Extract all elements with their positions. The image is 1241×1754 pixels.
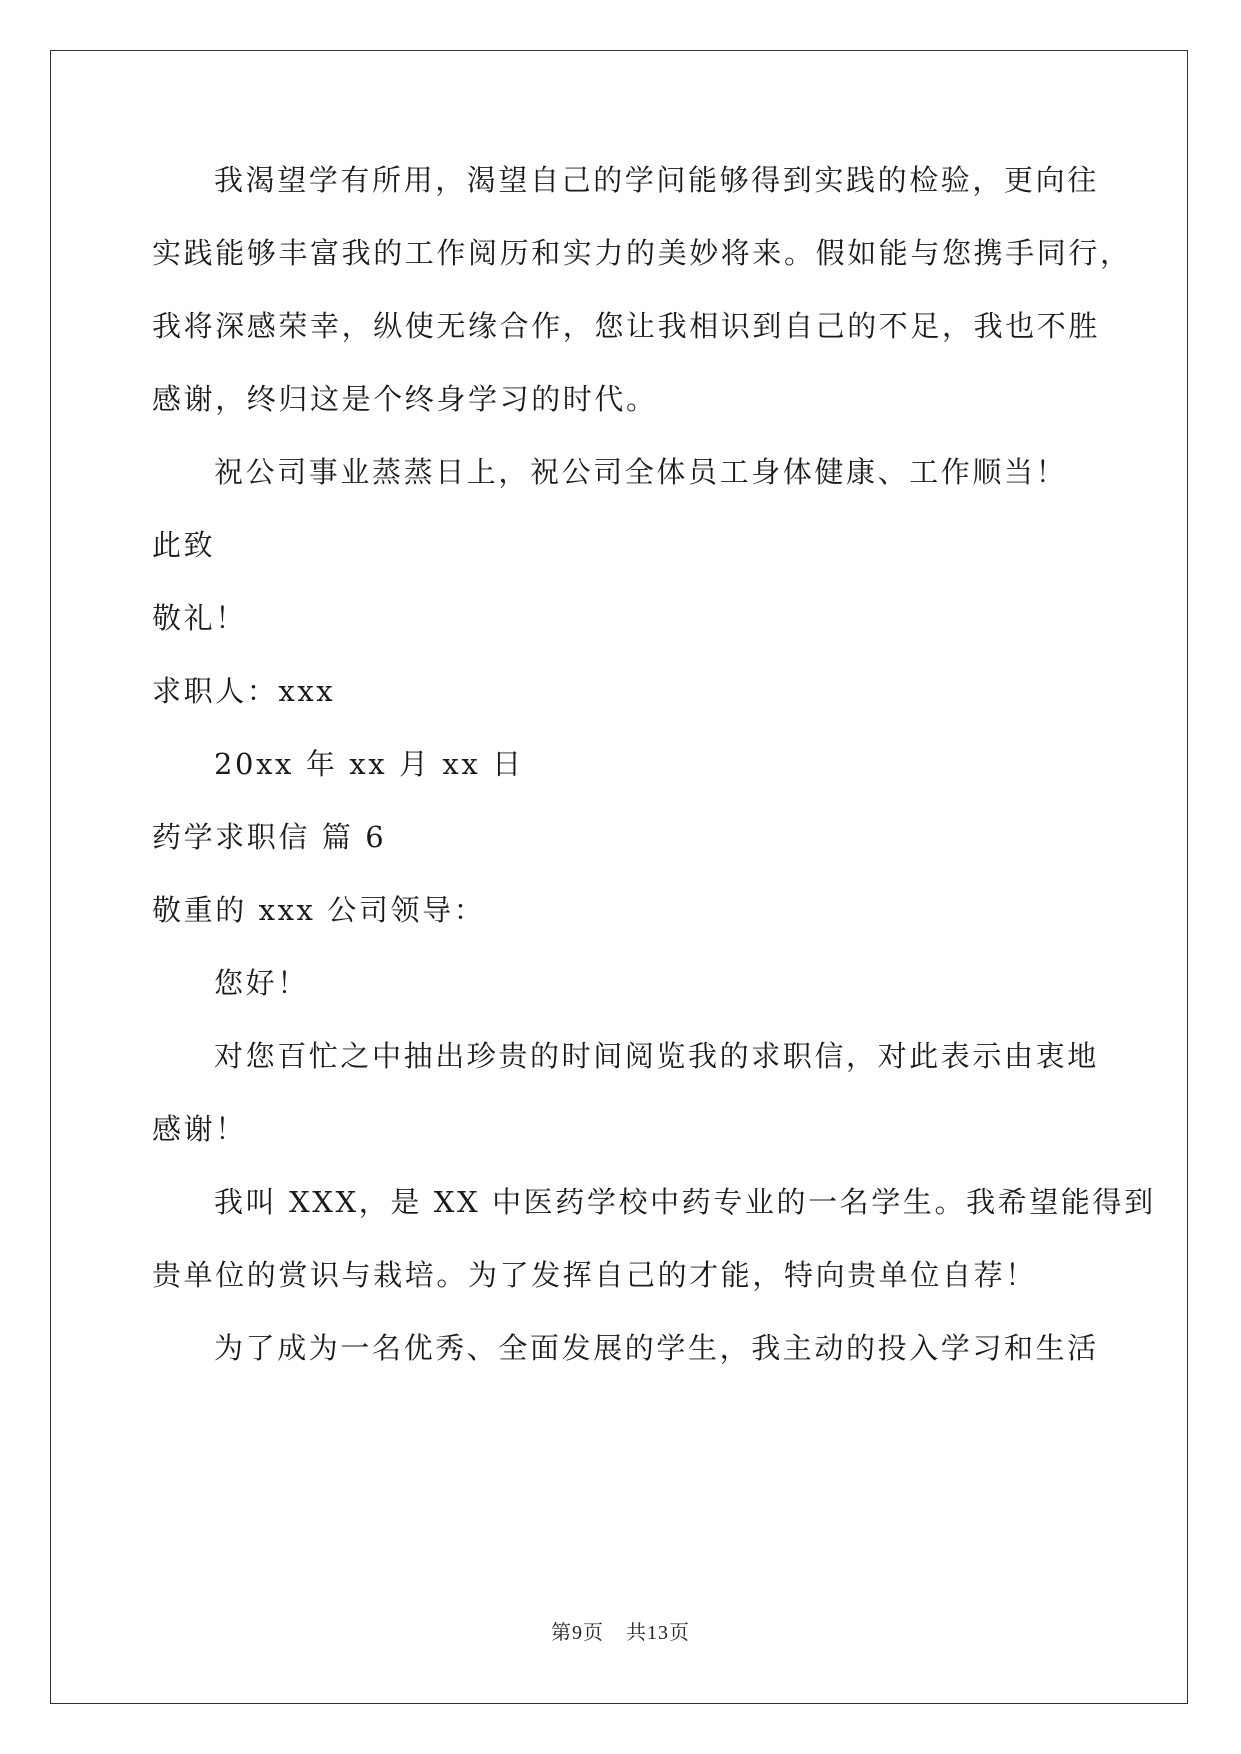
section-heading: 药学求职信 篇 6 [152, 820, 387, 854]
paragraph-line: 为了成为一名优秀、全面发展的学生，我主动的投入学习和生活 [214, 1331, 1099, 1365]
footer-total-pages: 13 [647, 1622, 670, 1644]
letter-hello: 您好！ [214, 966, 309, 1000]
letter-greeting: 敬重的 xxx 公司领导： [152, 893, 486, 927]
footer-prefix: 第 [550, 1620, 572, 1644]
signature-applicant: 求职人：xxx [152, 674, 336, 708]
footer-suffix: 页 [669, 1620, 691, 1644]
paragraph-line: 我叫 XXX，是 XX 中医药学校中药专业的一名学生。我希望能得到 [214, 1185, 1156, 1219]
paragraph-line: 感谢，终归这是个终身学习的时代。 [152, 382, 658, 416]
paragraph-line: 感谢！ [152, 1112, 247, 1146]
closing-salutation: 此致 [152, 528, 216, 562]
closing-regards: 敬礼！ [152, 601, 247, 635]
footer-page-number: 9 [571, 1622, 583, 1644]
page-border [50, 50, 1188, 1704]
page-footer [0, 1616, 1241, 1645]
paragraph-line: 我渴望学有所用，渴望自己的学问能够得到实践的检验，更向往 [214, 163, 1099, 197]
paragraph-line: 我将深感荣幸，纵使无缘合作，您让我相识到自己的不足，我也不胜 [152, 309, 1101, 343]
signature-date: 20xx 年 xx 月 xx 日 [214, 747, 524, 781]
footer-middle: 页 共 [582, 1620, 648, 1644]
paragraph-line: 对您百忙之中抽出珍贵的时间阅览我的求职信，对此表示由衷地 [214, 1039, 1099, 1073]
paragraph-line: 祝公司事业蒸蒸日上，祝公司全体员工身体健康、工作顺当！ [214, 455, 1068, 489]
paragraph-line: 贵单位的赏识与栽培。为了发挥自己的才能，特向贵单位自荐！ [152, 1258, 1037, 1292]
paragraph-line: 实践能够丰富我的工作阅历和实力的美妙将来。假如能与您携手同行， [152, 236, 1132, 270]
